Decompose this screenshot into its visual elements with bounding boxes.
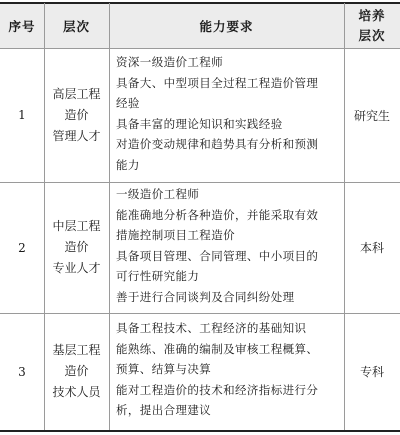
requirement-line: 预算、结算与决算 (116, 362, 212, 376)
row3-requirements (116, 318, 318, 421)
bottom-rule (0, 430, 400, 432)
requirement-line: 具备大、中型项目全过程工程造价管理 (116, 75, 319, 90)
requirement-line: 具备丰富的理论知识和实践经验 (116, 116, 283, 131)
requirement-line: 能对工程造价的技术和经济指标进行分 (116, 382, 319, 397)
requirement-line: 具备项目管理、合同管理、中小项目的 (116, 248, 319, 263)
header-training-line1: 培养 (358, 7, 386, 23)
row3-training: 专科 (359, 365, 384, 379)
row1-requirements (116, 52, 318, 175)
header-level: 层次 (62, 18, 90, 34)
row2-requirements (116, 184, 318, 307)
row3-level-line: 基层工程 (52, 343, 101, 357)
requirement-line: 能熟练、准确的编制及审核工程概算、 (116, 341, 319, 356)
requirement-line: 一级造价工程师 (116, 187, 200, 201)
header-training (344, 3, 400, 48)
row2-level (44, 182, 109, 313)
row1-level-line: 管理人才 (52, 128, 101, 143)
row1-level-line: 造价 (64, 107, 89, 122)
requirement-line: 析，提出合理建议 (116, 403, 212, 417)
requirement-line: 善于进行合同谈判及合同纠纷处理 (116, 289, 295, 304)
requirement-line: 能力 (116, 157, 140, 172)
requirement-line: 措施控制项目工程造价 (116, 228, 235, 242)
row1-level-line: 高层工程 (52, 86, 101, 101)
header-training-line2: 层次 (358, 27, 386, 43)
row2-level-line: 造价 (64, 240, 89, 254)
row2-seq: 2 (18, 240, 26, 255)
requirement-line: 对造价变动规律和趋势具有分析和预测 (116, 137, 319, 151)
header-requirement: 能力要求 (199, 18, 254, 34)
col-divider-2 (109, 3, 110, 430)
header-seq: 序号 (8, 18, 36, 34)
requirement-line: 可行性研究能力 (116, 269, 200, 283)
row1-level (44, 48, 109, 182)
row2-level-line: 中层工程 (52, 219, 101, 233)
row3-seq: 3 (18, 364, 26, 379)
row1-seq: 1 (18, 108, 26, 122)
row3-level-line: 技术人员 (52, 385, 101, 399)
row1-training: 研究生 (353, 108, 390, 123)
row3-level (44, 313, 109, 430)
requirement-line: 能准确地分析各种造价，并能采取有效 (116, 207, 319, 222)
requirement-line: 资深一级造价工程师 (116, 55, 224, 69)
requirement-line: 具备工程技术、工程经济的基础知识 (116, 321, 307, 335)
requirement-line: 经验 (116, 96, 140, 110)
row2-training: 本科 (359, 241, 384, 255)
row2-level-line: 专业人才 (52, 261, 101, 275)
row3-level-line: 造价 (64, 364, 89, 378)
